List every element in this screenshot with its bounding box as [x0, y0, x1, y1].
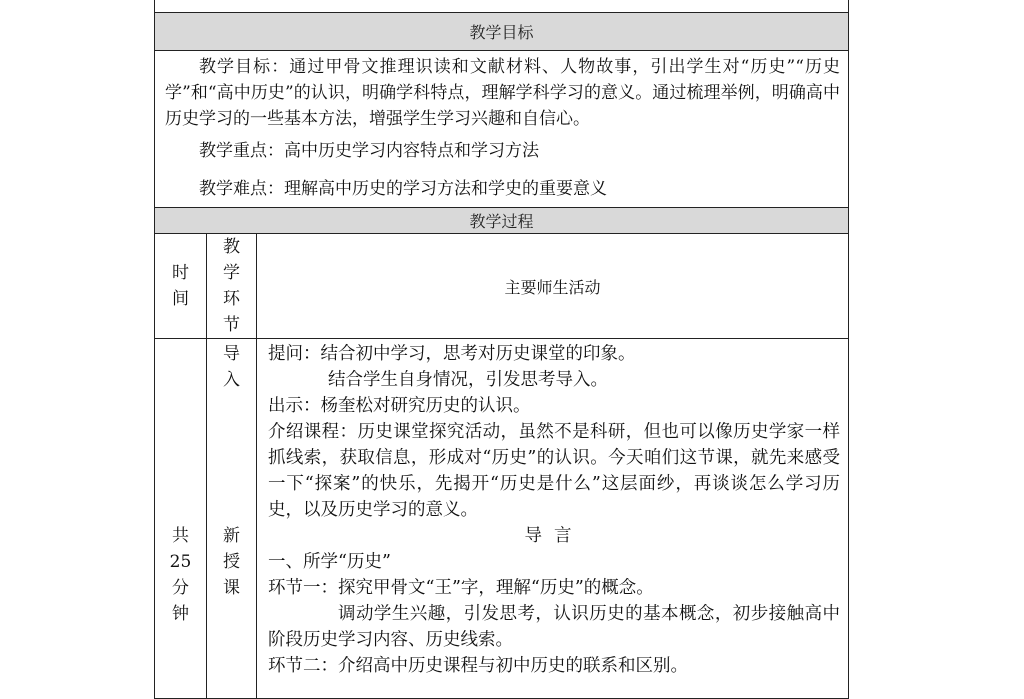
col-stage-cell	[207, 234, 257, 339]
objectives-key-point: 教学重点：高中历史学习内容特点和学习方法	[199, 141, 539, 161]
time-cell	[155, 339, 207, 699]
previous-row-cell	[155, 0, 849, 13]
stage-intro: 导入	[223, 344, 240, 390]
col-main-cell	[257, 234, 849, 339]
previous-row	[155, 0, 849, 13]
process-header	[155, 208, 849, 234]
activity-intro-guide: 结合学生自身情况，引发思考导入。	[328, 370, 608, 390]
activity-step2: 环节二：介绍高中历史课程与初中历史的联系和区别。	[268, 656, 688, 676]
lesson-plan-table	[154, 0, 849, 699]
activity-intro-question: 提问：结合初中学习，思考对历史课堂的印象。	[268, 344, 636, 364]
process-header-text: 教学过程	[469, 212, 534, 231]
stage-new: 新授课	[223, 526, 240, 598]
activity-step1: 环节一：探究甲骨文“王”字，理解“历史”的概念。	[268, 578, 654, 598]
activity-intro-show: 出示：杨奎松对研究历史的认识。	[268, 396, 531, 416]
col-time: 时间	[172, 263, 189, 309]
objectives-difficulty: 教学难点：理解高中历史的学习方法和学史的重要意义	[199, 179, 607, 199]
process-column-headers	[155, 234, 849, 339]
activity-intro-course: 介绍课程：历史课堂探究活动，虽然不是科研，但也可以像历史学家一样抓线索，获取信息，形成对“历史”的认识。今天咱们这节课，就先来感受一下“探案”的快乐，先揭开“历史是什么”这层面纱，再谈谈怎么学习历史，以及历史学习的意义。	[268, 422, 841, 520]
activity-part1: 一、所学“历史”	[268, 552, 391, 572]
objectives-header-text: 教学目标	[469, 23, 534, 42]
activity-step1-detail: 调动学生兴趣，引发思考，认识历史的基本概念，初步接触高中阶段历史学习内容、历史线索。	[268, 604, 841, 650]
objectives-goal: 教学目标：通过甲骨文推理识读和文献材料、人物故事，引出学生对“历史”“历史学”和“高中历史”的认识，明确学科特点，理解学科学习的意义。通过梳理举例，明确高中历史学习的一些基本方法，增强学生学习兴趣和自信心。	[165, 57, 841, 129]
objectives-cell	[155, 51, 849, 208]
col-time-cell	[155, 234, 207, 339]
col-stage: 教学环节	[223, 237, 240, 335]
time-value: 共25分钟	[169, 526, 192, 624]
col-main: 主要师生活动	[504, 277, 601, 297]
stage-cell	[207, 339, 257, 699]
process-body-row	[155, 339, 849, 699]
activity-preface: 导言	[524, 526, 584, 546]
activities-cell	[257, 339, 849, 699]
objectives-header	[155, 13, 849, 51]
